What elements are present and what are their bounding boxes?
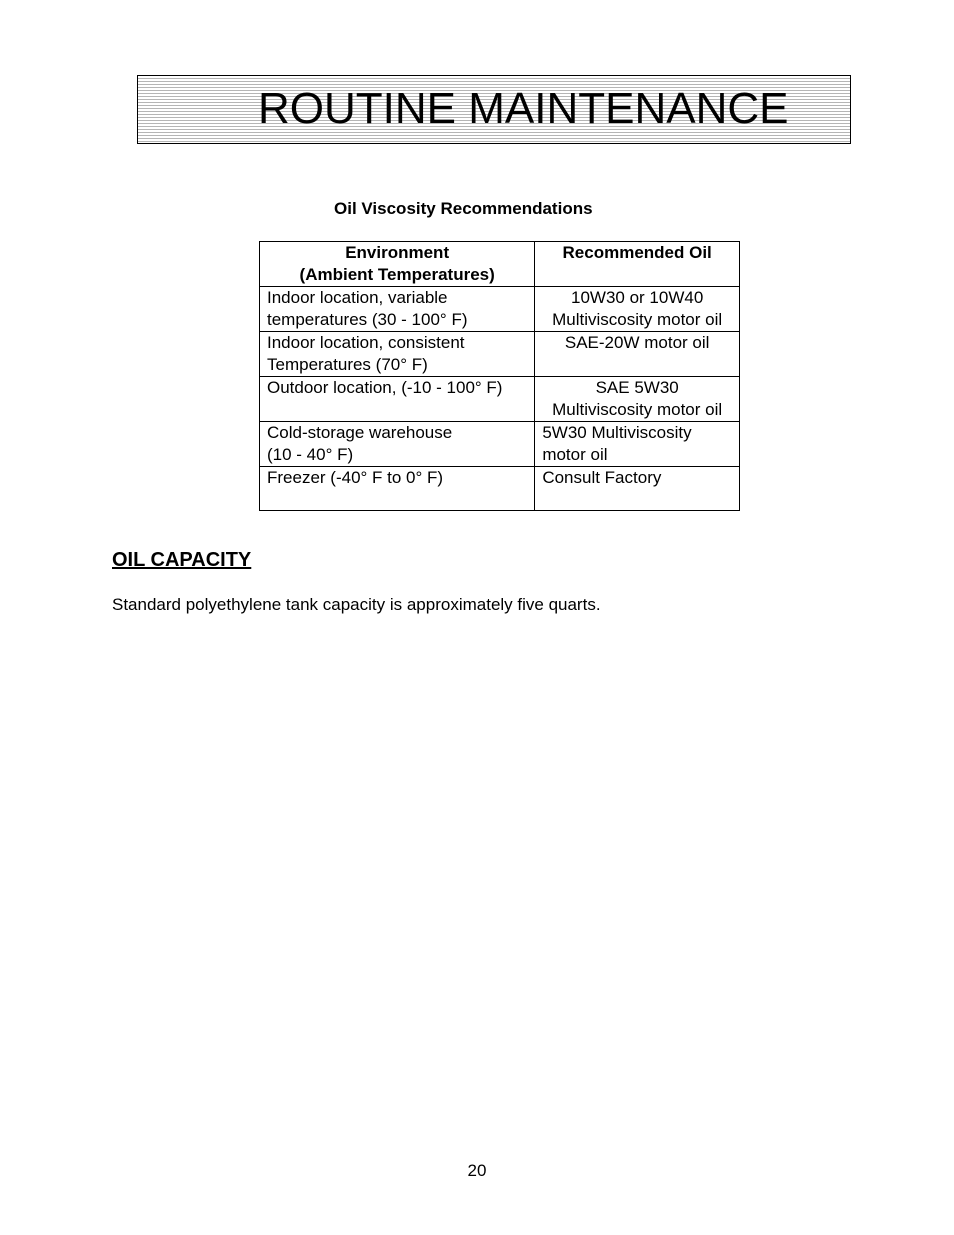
page-title: ROUTINE MAINTENANCE	[258, 84, 789, 133]
table-row	[260, 422, 740, 467]
environment-cell	[260, 332, 535, 377]
cell-line: Outdoor location, (-10 - 100° F)	[267, 378, 503, 397]
oil-capacity-text: Standard polyethylene tank capacity is approximately five quarts.	[112, 595, 601, 614]
cell-line: Cold-storage warehouse	[267, 423, 453, 442]
cell-line: Temperatures (70° F)	[267, 355, 428, 374]
page-number: 20	[467, 1161, 487, 1180]
cell-line: Freezer (-40° F to 0° F)	[267, 468, 444, 487]
table-header-row	[260, 242, 740, 287]
oil-cell	[535, 422, 740, 467]
table-row	[260, 332, 740, 377]
oil-cell	[535, 287, 740, 332]
oil-cell	[535, 467, 740, 511]
environment-cell	[260, 287, 535, 332]
oil-viscosity-table	[259, 241, 740, 511]
cell-line: 5W30 Multiviscosity	[542, 423, 692, 442]
cell-line: SAE 5W30	[595, 378, 679, 397]
cell-line: Multiviscosity motor oil	[552, 400, 723, 419]
cell-line: 10W30 or 10W40	[571, 288, 704, 307]
cell-line: SAE-20W motor oil	[564, 333, 710, 352]
environment-cell	[260, 377, 535, 422]
table-row	[260, 287, 740, 332]
cell-line: Indoor location, variable	[267, 288, 448, 307]
cell-line: temperatures (30 - 100° F)	[267, 310, 468, 329]
oil-cell	[535, 377, 740, 422]
environment-cell	[260, 422, 535, 467]
cell-line: Multiviscosity motor oil	[552, 310, 723, 329]
cell-line: (10 - 40° F)	[267, 445, 354, 464]
cell-line: motor oil	[542, 445, 608, 464]
table-caption: Oil Viscosity Recommendations	[334, 199, 593, 218]
column-header-environment-line: (Ambient Temperatures)	[299, 265, 495, 284]
oil-cell	[535, 332, 740, 377]
oil-capacity-heading: OIL CAPACITY	[112, 549, 252, 571]
cell-line: Consult Factory	[542, 468, 662, 487]
column-header-environment-line: Environment	[345, 243, 450, 262]
column-header-environment	[260, 242, 535, 287]
column-header-recommended-oil: Recommended Oil	[535, 242, 740, 287]
table-row	[260, 377, 740, 422]
page-title-banner	[137, 75, 851, 144]
cell-line: Indoor location, consistent	[267, 333, 465, 352]
table-row	[260, 467, 740, 511]
environment-cell	[260, 467, 535, 511]
